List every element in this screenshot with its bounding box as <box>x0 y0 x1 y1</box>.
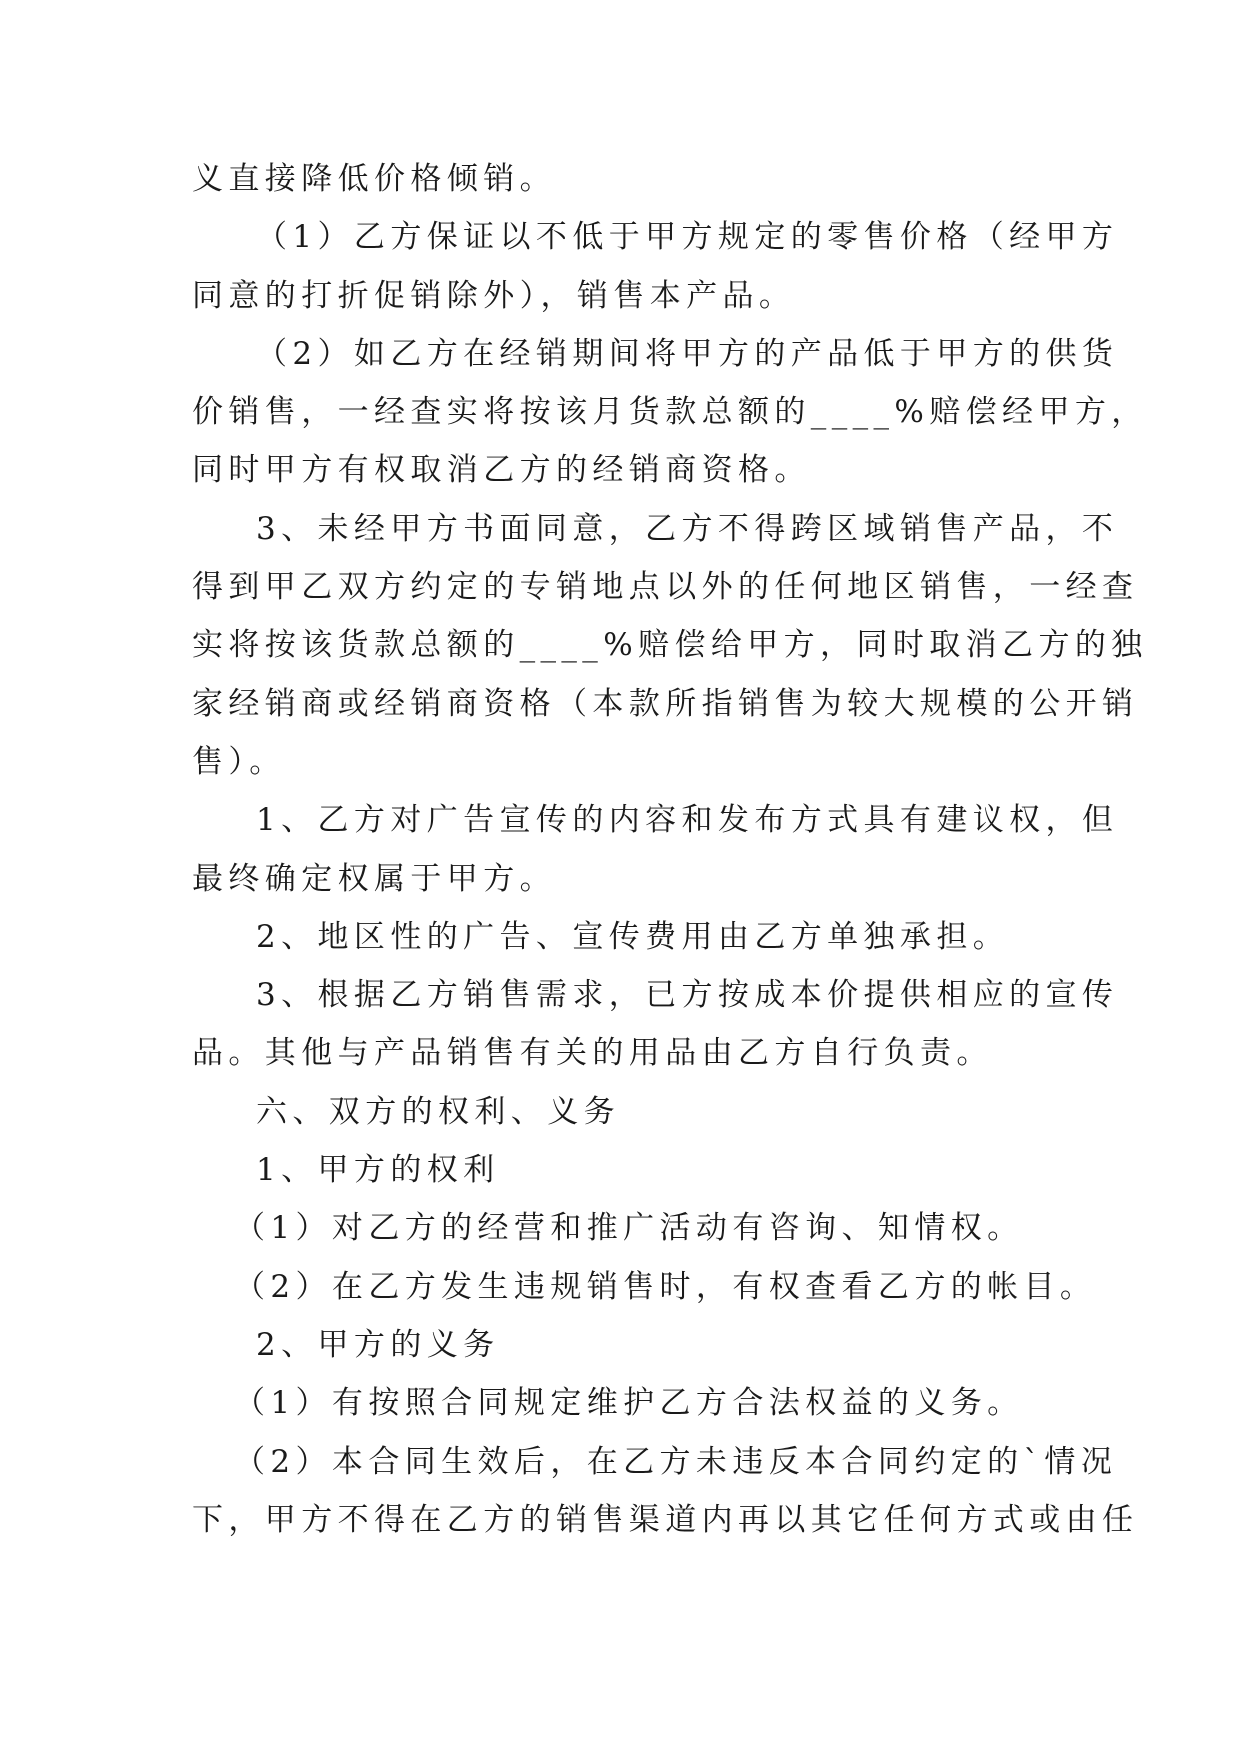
subsection-heading: 2、甲方的义务 <box>256 1326 500 1363</box>
text-line: 家经销商或经销商资格（本款所指销售为较大规模的公开销 <box>192 685 1139 722</box>
text-line: 价销售，一经查实将按该月货款总额的____%赔偿经甲方， <box>192 394 1148 431</box>
text-line: 品。其他与产品销售有关的用品由乙方自行负责。 <box>192 1035 993 1072</box>
text-line: （1）对乙方的经营和推广活动有咨询、知情权。 <box>234 1210 1024 1247</box>
text-line: （1）有按照合同规定维护乙方合法权益的义务。 <box>234 1385 1024 1422</box>
text-line: （1）乙方保证以不低于甲方规定的零售价格（经甲方 <box>256 219 1119 256</box>
text-line: 义直接降低价格倾销。 <box>192 161 556 197</box>
subsection-heading: 1、甲方的权利 <box>256 1152 500 1189</box>
text-line: 3、未经甲方书面同意，乙方不得跨区域销售产品，不 <box>256 510 1119 547</box>
text-line: 下，甲方不得在乙方的销售渠道内再以其它任何方式或由任 <box>192 1501 1139 1538</box>
text-line: 1、乙方对广告宣传的内容和发布方式具有建议权，但 <box>256 802 1119 839</box>
section-heading: 六、双方的权利、义务 <box>256 1093 620 1130</box>
text-line: 2、地区性的广告、宣传费用由乙方单独承担。 <box>256 918 1010 955</box>
text-line: （2）如乙方在经销期间将甲方的产品低于甲方的供货 <box>256 335 1119 372</box>
text-line: 3、根据乙方销售需求，已方按成本价提供相应的宣传 <box>256 977 1119 1014</box>
text-line: 实将按该货款总额的____%赔偿给甲方，同时取消乙方的独 <box>192 627 1148 664</box>
document-page <box>192 150 1148 1549</box>
text-line: 同时甲方有权取消乙方的经销商资格。 <box>192 452 811 489</box>
text-line: （2）在乙方发生违规销售时，有权查看乙方的帐目。 <box>234 1268 1097 1305</box>
text-line: （2）本合同生效后，在乙方未违反本合同约定的`情况 <box>234 1443 1118 1480</box>
text-line: 得到甲乙双方约定的专销地点以外的任何地区销售，一经查 <box>192 569 1139 606</box>
text-line: 同意的打折促销除外），销售本产品。 <box>192 277 796 314</box>
text-line: 售）。 <box>192 743 286 780</box>
text-line: 最终确定权属于甲方。 <box>192 860 556 897</box>
